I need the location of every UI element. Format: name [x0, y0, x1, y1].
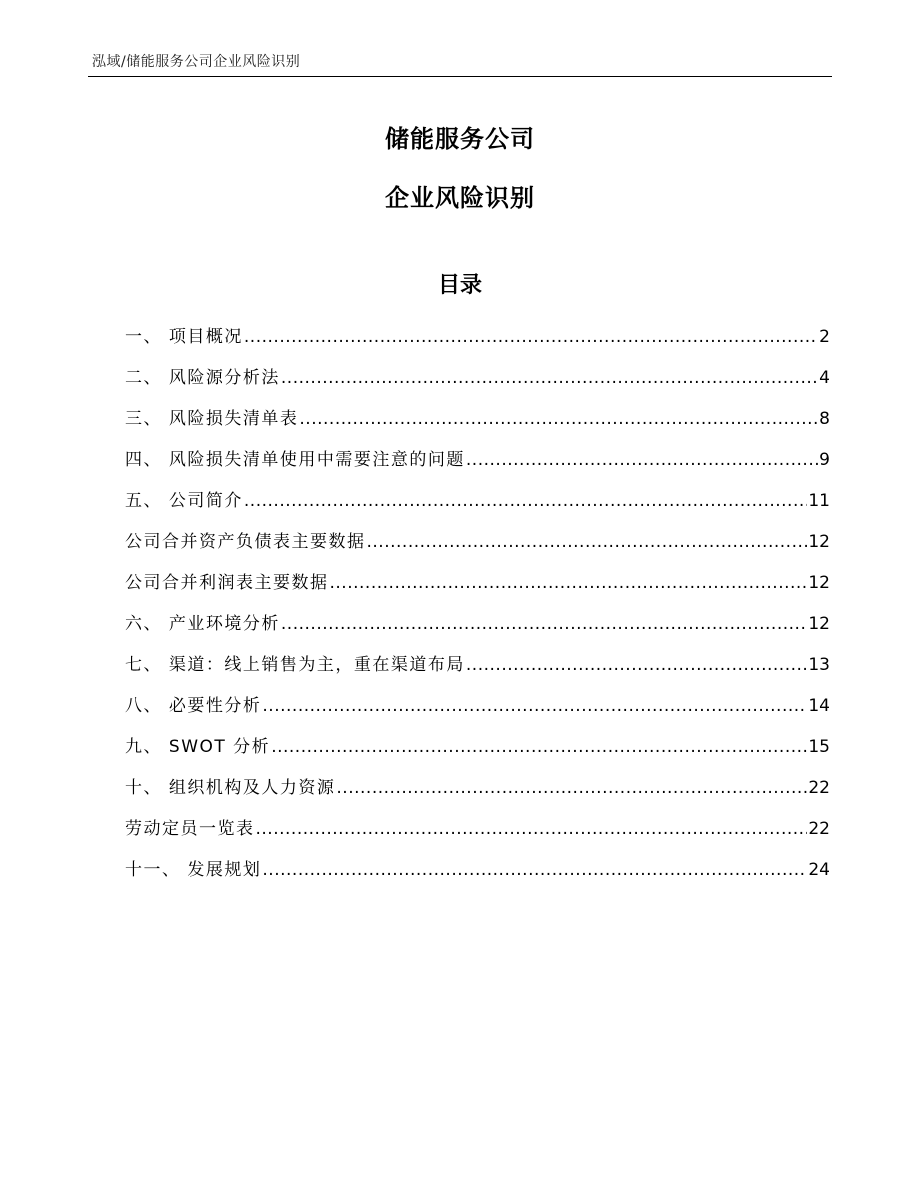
toc-entry-page: 8: [819, 409, 830, 429]
running-header: [0, 0, 920, 78]
toc-entry[interactable]: [125, 692, 830, 733]
toc-entry-page: 24: [808, 860, 830, 880]
toc-entry[interactable]: [125, 856, 830, 897]
toc-dot-leader: [262, 856, 807, 884]
toc-entry-page: 22: [808, 778, 830, 798]
toc-dot-leader: [299, 405, 818, 433]
toc-entry-label: 七、 渠道：线上销售为主，重在渠道布局: [125, 655, 465, 675]
toc-entry[interactable]: [125, 528, 830, 569]
toc-entry[interactable]: [125, 733, 830, 774]
toc-heading: 目录: [437, 273, 482, 298]
toc-entry-label: 八、 必要性分析: [125, 696, 262, 716]
toc-entry-page: 12: [808, 532, 830, 552]
toc-entry-page: 4: [819, 368, 830, 388]
toc-dot-leader: [466, 446, 818, 474]
toc-entry[interactable]: [125, 323, 830, 364]
toc-entry-page: 11: [808, 491, 830, 511]
toc-dot-leader: [256, 815, 808, 843]
toc-entry-label: 公司合并资产负债表主要数据: [125, 532, 366, 552]
toc-entry[interactable]: [125, 774, 830, 815]
table-of-contents: [125, 323, 830, 897]
toc-dot-leader: [336, 774, 807, 802]
toc-entry-page: 12: [808, 573, 830, 593]
toc-entry-page: 12: [808, 614, 830, 634]
toc-dot-leader: [330, 569, 808, 597]
toc-entry[interactable]: [125, 815, 830, 856]
toc-entry[interactable]: [125, 364, 830, 405]
toc-dot-leader: [244, 487, 807, 515]
toc-dot-leader: [367, 528, 808, 556]
toc-entry[interactable]: [125, 405, 830, 446]
toc-dot-leader: [244, 323, 818, 351]
toc-entry-page: 15: [808, 737, 830, 757]
toc-entry-label: 四、 风险损失清单使用中需要注意的问题: [125, 450, 465, 470]
toc-entry-label: 九、 SWOT 分析: [125, 737, 271, 757]
toc-dot-leader: [262, 692, 807, 720]
toc-entry-page: 13: [808, 655, 830, 675]
toc-entry[interactable]: [125, 446, 830, 487]
document-subtitle: 企业风险识别: [385, 184, 535, 212]
toc-entry[interactable]: [125, 651, 830, 692]
toc-entry[interactable]: [125, 569, 830, 610]
toc-entry-label: 一、 项目概况: [125, 327, 243, 347]
header-divider: [88, 76, 832, 77]
toc-dot-leader: [281, 610, 807, 638]
toc-entry-page: 2: [819, 327, 830, 347]
toc-entry-label: 三、 风险损失清单表: [125, 409, 299, 429]
toc-dot-leader: [281, 364, 818, 392]
running-header-text: 泓域/储能服务公司企业风险识别: [92, 54, 301, 70]
toc-entry-label: 二、 风险源分析法: [125, 368, 280, 388]
toc-dot-leader: [271, 733, 807, 761]
toc-entry[interactable]: [125, 610, 830, 651]
toc-entry-page: 22: [808, 819, 830, 839]
toc-entry-label: 十一、 发展规划: [125, 860, 262, 880]
toc-entry-page: 14: [808, 696, 830, 716]
toc-dot-leader: [466, 651, 807, 679]
document-title: 储能服务公司: [385, 125, 535, 153]
toc-entry-label: 劳动定员一览表: [125, 819, 255, 839]
toc-entry-label: 十、 组织机构及人力资源: [125, 778, 336, 798]
toc-entry-label: 公司合并利润表主要数据: [125, 573, 329, 593]
toc-entry-label: 六、 产业环境分析: [125, 614, 280, 634]
toc-entry[interactable]: [125, 487, 830, 528]
toc-entry-label: 五、 公司简介: [125, 491, 243, 511]
toc-entry-page: 9: [819, 450, 830, 470]
